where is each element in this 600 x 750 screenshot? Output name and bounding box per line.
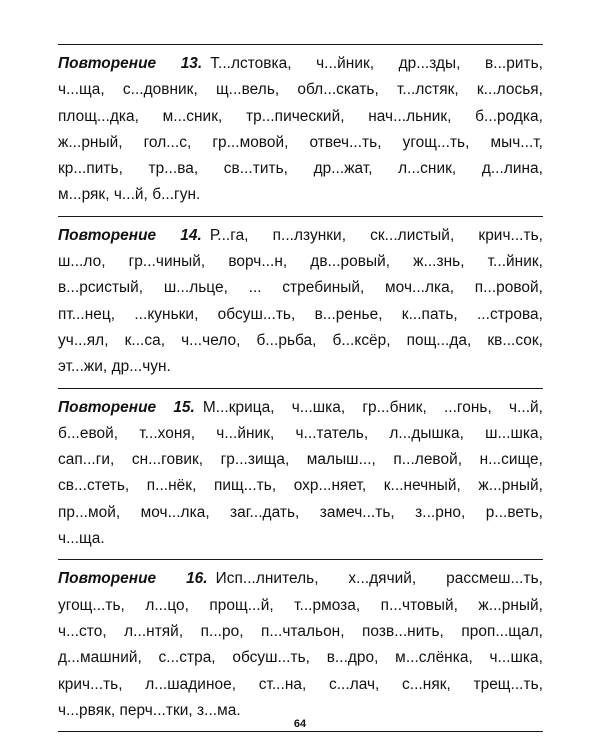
exercise-label: Повторение 15. xyxy=(58,398,195,416)
exercise-line: в...рсистый, ш...льце, ... стребиный, моч...лка, п...ровой, xyxy=(58,279,543,297)
exercise-line: ж...рный, гол...с, гр...мовой, отвеч...ть, угощ...ть, мыч...т, xyxy=(58,133,543,151)
exercise-line: пр...мой, моч...лка, заг...дать, замеч...ть, з...рно, р...веть, xyxy=(58,503,543,521)
exercise-line: ч...ща, с...довник, щ...вель, обл...скать, т...лстяк, к...лосья, xyxy=(58,81,543,99)
exercise-line xyxy=(58,51,543,77)
exercise-line: б...евой, т...хоня, ч...йник, ч...татель, л...дышка, ш...шка, xyxy=(58,424,543,442)
exercise-line: сап...ги, сн...говик, гр...зища, малыш..., п...левой, н...сище, xyxy=(58,451,543,469)
exercise-line: ч...рвяк, перч...тки, з...ма. xyxy=(58,701,241,719)
exercise-line: пт...нец, ...куньки, обсуш...ть, в...ренье, к...пать, ...строва, xyxy=(58,305,543,323)
page-number: 64 xyxy=(293,718,307,730)
exercise-line xyxy=(58,566,543,592)
exercise-line: д...машний, с...стра, обсуш...ть, в...дро, м...слёнка, ч...шка, xyxy=(58,649,543,667)
exercise-text: Т...лстовка, ч...йник, др...зды, в...рить, xyxy=(210,55,543,72)
exercise-line: м...ряк, ч...й, б...гун. xyxy=(58,186,201,204)
exercise-section-13 xyxy=(58,45,543,216)
exercise-line: эт...жи, др...чун. xyxy=(58,358,171,376)
exercise-section-16 xyxy=(58,560,543,731)
exercise-line xyxy=(58,395,543,421)
exercise-section-14 xyxy=(58,217,543,388)
exercise-text: Р...га, п...лзунки, ск...листый, крич...ть, xyxy=(209,226,543,244)
exercise-line: ч...ща. xyxy=(58,530,105,548)
divider xyxy=(58,731,543,732)
exercise-line: ч...сто, л...нтяй, п...ро, п...чтальон, позв...нить, проп...щал, xyxy=(58,622,543,640)
exercise-label: Повторение 13. xyxy=(58,55,203,72)
exercise-line: угощ...ть, л...цо, прощ...й, т...рмоза, п...чтовый, ж...рный, xyxy=(58,596,543,614)
exercise-text: М...крица, ч...шка, гр...бник, ...гонь, ч...й, xyxy=(202,398,543,416)
exercise-line: ш...ло, гр...чиный, ворч...н, дв...ровый, ж...знь, т...йник, xyxy=(58,253,543,271)
exercise-line: площ...дка, м...сник, тр...пический, нач...льник, б...родка, xyxy=(58,107,543,125)
exercise-line: уч...ял, к...са, ч...чело, б...рьба, б...ксёр, пощ...да, кв...сок, xyxy=(58,331,543,349)
exercise-line: крич...ть, л...шадиное, ст...на, с...лач, с...няк, трещ...ть, xyxy=(58,675,543,693)
exercise-label: Повторение 14. xyxy=(58,226,202,244)
exercise-line: кр...пить, тр...ва, св...тить, др...жат, л...сник, д...лина, xyxy=(58,160,543,178)
exercise-label: Повторение 16. xyxy=(58,570,208,588)
exercise-page xyxy=(58,44,543,732)
exercise-text: Исп...лнитель, х...дячий, рассмеш...ть, xyxy=(215,570,543,588)
exercise-line: св...стеть, п...нёк, пищ...ть, охр...няет, к...нечный, ж...рный, xyxy=(58,477,543,495)
exercise-line xyxy=(58,223,543,249)
exercise-section-15 xyxy=(58,389,543,560)
